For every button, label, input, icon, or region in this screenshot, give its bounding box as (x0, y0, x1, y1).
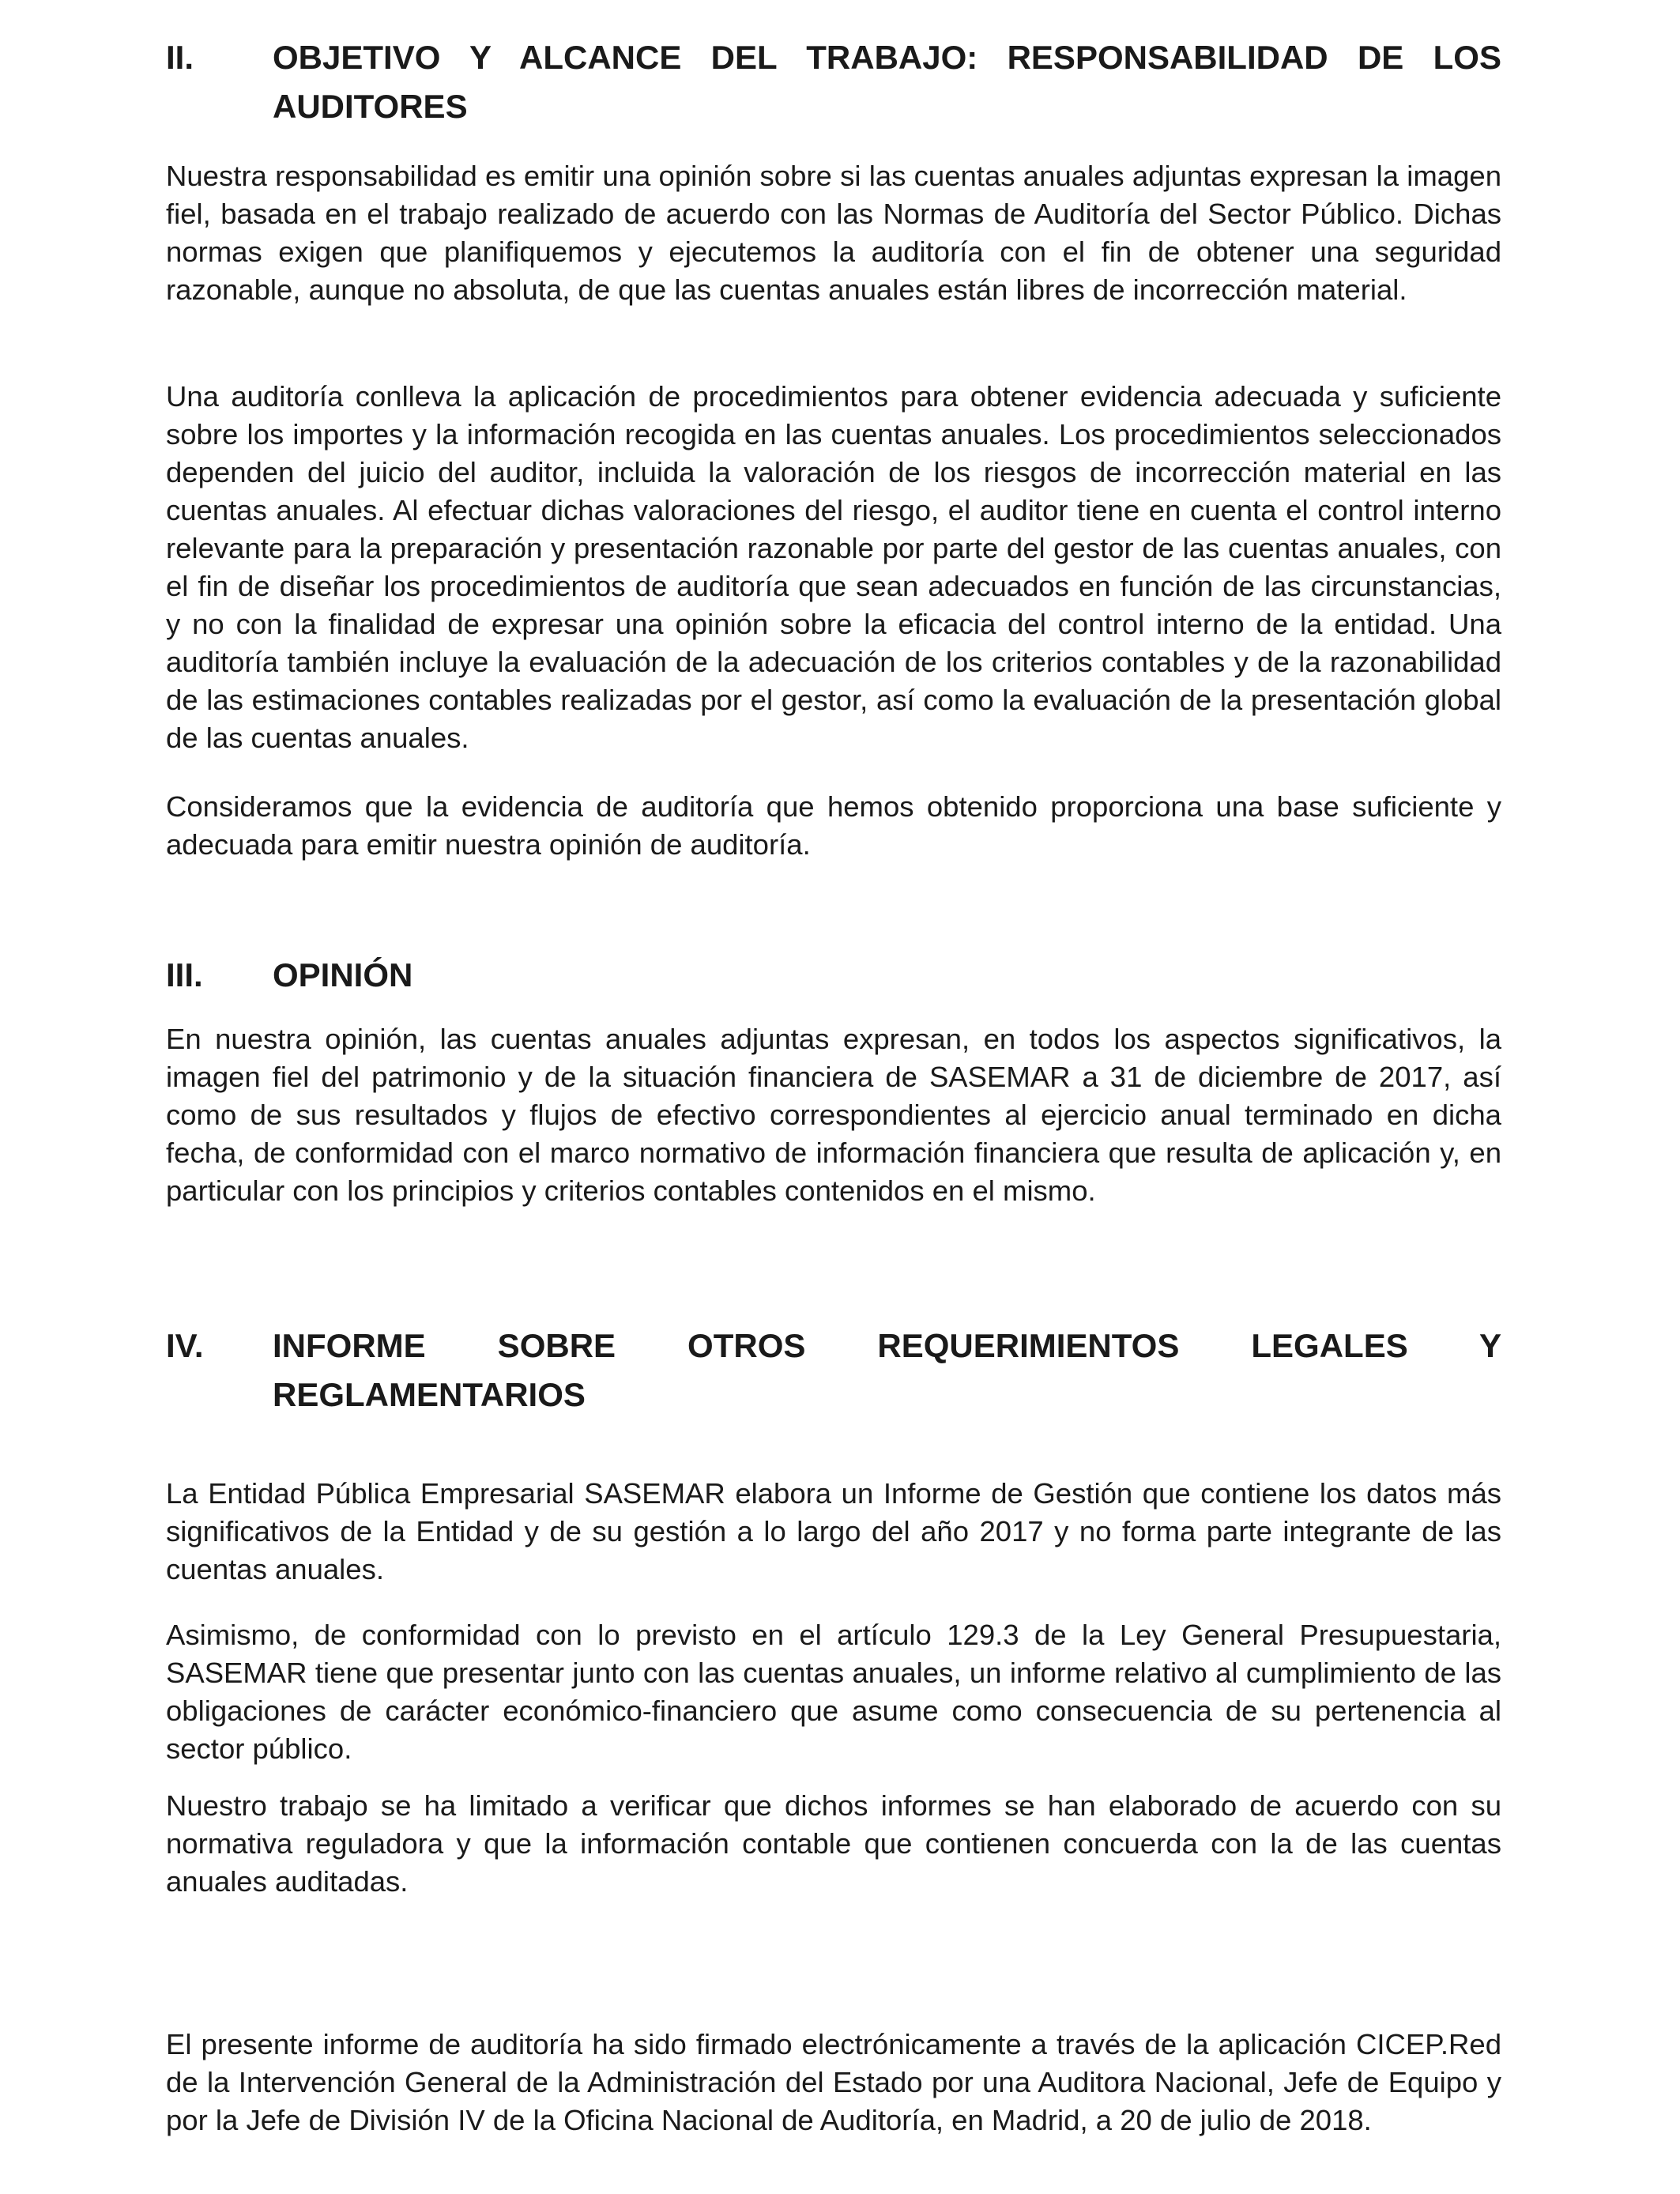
section-iv-title: INFORME SOBRE OTROS REQUERIMIENTOS LEGALES Y REGLAMENTARIOS (273, 1327, 1501, 1413)
section-ii-paragraph-2: Una auditoría conlleva la aplicación de procedimientos para obtener evidencia adecuada y suficiente sobre los importes y la información recogida en las cuentas anuales. Los procedimientos seleccionados dependen del juicio del auditor, incluida la valoración de los riesgos de incorrección material en las cuentas anuales. Al efectuar dichas valoraciones del riesgo, el auditor tiene en cuenta el control interno relevante para la preparación y presentación razonable por parte del gestor de las cuentas anuales, con el fin de diseñar los procedimientos de auditoría que sean adecuados en función de las circunstancias, y no con la finalidad de expresar una opinión sobre la eficacia del control interno de la entidad. Una auditoría también incluye la evaluación de la adecuación de los criterios contables y de la razonabilidad de las estimaciones contables realizadas por el gestor, así como la evaluación de la presentación global de las cuentas anuales. (166, 380, 1501, 754)
section-iv-paragraph-1: La Entidad Pública Empresarial SASEMAR elabora un Informe de Gestión que contiene los datos más significativos de la Entidad y de su gestión a lo largo del año 2017 y no forma parte integrante de las cuentas anuales. (166, 1477, 1501, 1585)
section-ii-heading (166, 33, 1501, 131)
section-iv-paragraph-3: Nuestro trabajo se ha limitado a verificar que dichos informes se han elaborado de acuerdo con su normativa reguladora y que la información contable que contienen concuerda con la de las cuentas anuales auditadas. (166, 1789, 1501, 1898)
section-iv-number: IV. (166, 1327, 204, 1364)
section-ii-paragraph-1: Nuestra responsabilidad es emitir una opinión sobre si las cuentas anuales adjuntas expresan la imagen fiel, basada en el trabajo realizado de acuerdo con las Normas de Auditoría del Sector Público. Dichas normas exigen que planifiquemos y ejecutemos la auditoría con el fin de obtener una seguridad razonable, aunque no absoluta, de que las cuentas anuales están libres de incorrección material. (166, 160, 1501, 306)
section-iii-paragraph-1: En nuestra opinión, las cuentas anuales adjuntas expresan, en todos los aspectos significativos, la imagen fiel del patrimonio y de la situación financiera de SASEMAR a 31 de diciembre de 2017, así como de sus resultados y flujos de efectivo correspondientes al ejercicio anual terminado en dicha fecha, de conformidad con el marco normativo de información financiera que resulta de aplicación y, en particular con los principios y criterios contables contenidos en el mismo. (166, 1023, 1501, 1207)
section-iii-heading (166, 951, 1501, 1000)
section-iii-number: III. (166, 956, 203, 993)
section-iv-heading (166, 1321, 1501, 1419)
section-ii-title: OBJETIVO Y ALCANCE DEL TRABAJO: RESPONSABILIDAD DE LOS AUDITORES (273, 39, 1501, 125)
section-ii-paragraph-3: Consideramos que la evidencia de auditoría que hemos obtenido proporciona una base suficiente y adecuada para emitir nuestra opinión de auditoría. (166, 790, 1501, 861)
section-iii-title: OPINIÓN (273, 956, 413, 993)
section-ii-number: II. (166, 39, 194, 76)
section-iv-paragraph-2: Asimismo, de conformidad con lo previsto en el artículo 129.3 de la Ley General Presupuestaria, SASEMAR tiene que presentar junto con las cuentas anuales, un informe relativo al cumplimiento de las obligaciones de carácter económico-financiero que asume como consecuencia de su pertenencia al sector público. (166, 1619, 1501, 1765)
closing-paragraph: El presente informe de auditoría ha sido firmado electrónicamente a través de la aplicación CICEP.Red de la Intervención General de la Administración del Estado por una Auditora Nacional, Jefe de Equipo y por la Jefe de División IV de la Oficina Nacional de Auditoría, en Madrid, a 20 de julio de 2018. (166, 2028, 1501, 2136)
